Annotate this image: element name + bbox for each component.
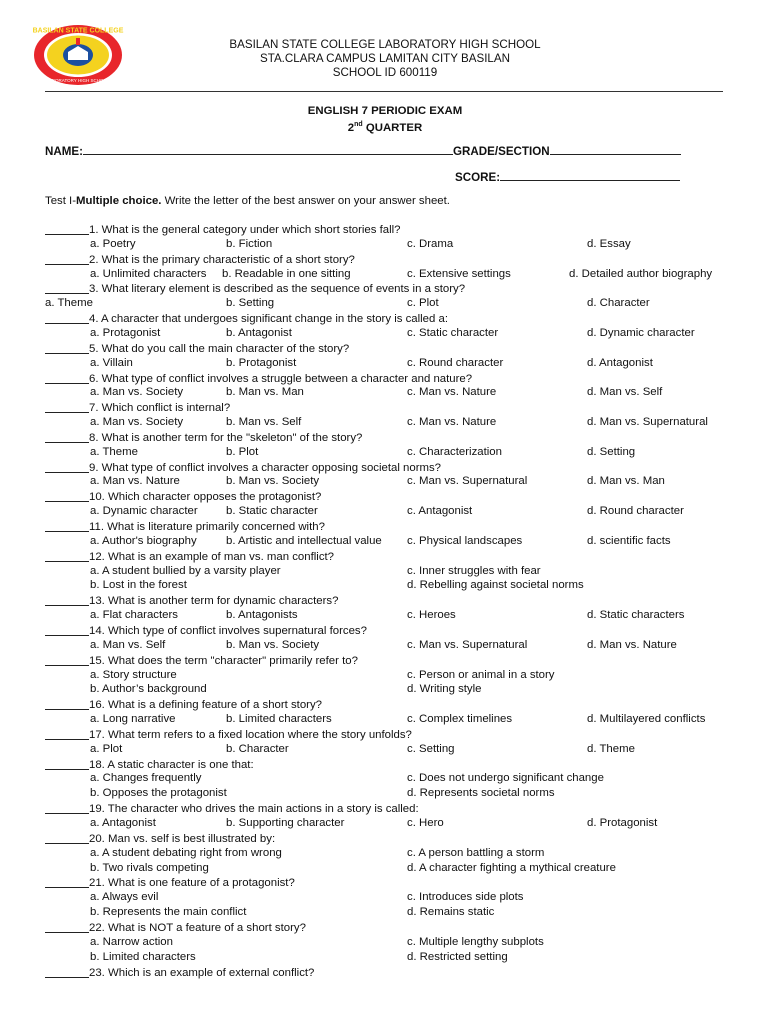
option-b: b. Protagonist [226, 356, 297, 369]
question-text: 13. What is another term for dynamic characters? [89, 595, 339, 608]
question-text: 14. Which type of conflict involves supernatural forces? [89, 624, 367, 637]
option-d: d. Detailed author biography [569, 267, 713, 280]
question-3 [45, 281, 465, 296]
option-d: d. Man vs. Self [587, 386, 663, 399]
option-a: a. Poetry [90, 237, 136, 250]
question-text: 15. What does the term "character" primarily refer to? [89, 654, 358, 667]
option-b: b. Lost in the forest [90, 579, 187, 592]
question-6 [45, 371, 472, 386]
option-b: b. Artistic and intellectual value [226, 534, 382, 547]
option-a: a. Theme [45, 297, 93, 310]
option-d: d. Essay [587, 237, 631, 250]
school-header [190, 38, 580, 80]
question-13 [45, 593, 338, 608]
option-c: c. Antagonist [407, 505, 473, 518]
answer-blank[interactable] [45, 801, 89, 814]
option-d: d. Man vs. Supernatural [587, 416, 708, 429]
answer-blank[interactable] [45, 697, 89, 710]
question-11 [45, 519, 325, 534]
name-field[interactable] [83, 143, 453, 155]
option-a: a. Theme [90, 445, 138, 458]
option-b: b. Man vs. Man [226, 386, 304, 399]
option-d: d. Theme [587, 742, 635, 755]
question-10 [45, 489, 321, 504]
option-a: a. A student bullied by a varsity player [90, 564, 281, 577]
option-b: b. Man vs. Society [226, 475, 320, 488]
question-text: 7. Which conflict is internal? [89, 402, 231, 415]
score-field[interactable] [500, 169, 680, 181]
option-c: c. Heroes [407, 609, 456, 622]
header-divider [45, 91, 723, 92]
option-b: b. Man vs. Self [226, 416, 302, 429]
answer-blank[interactable] [45, 519, 89, 532]
question-text: 23. Which is an example of external conflict? [89, 966, 315, 979]
question-text: 4. A character that undergoes significant change in the story is called a: [89, 313, 449, 326]
option-d: d. Rebelling against societal norms [407, 579, 584, 592]
score-label: SCORE: [455, 171, 501, 184]
option-a: a. Villain [90, 356, 133, 369]
answer-blank[interactable] [45, 430, 89, 443]
answer-blank[interactable] [45, 875, 89, 888]
exam-name: ENGLISH 7 PERIODIC EXAM [307, 105, 463, 117]
option-b: b. Setting [226, 297, 275, 310]
question-14 [45, 623, 367, 638]
option-d: d. scientific facts [587, 534, 671, 547]
option-b: b. Opposes the protagonist [90, 787, 227, 800]
option-c: c. Introduces side plots [407, 891, 524, 904]
answer-blank[interactable] [45, 831, 89, 844]
option-b: b. Antagonists [226, 609, 298, 622]
option-a: a. Plot [90, 742, 123, 755]
option-a: a. Narrow action [90, 935, 173, 948]
option-a: a. Protagonist [90, 326, 161, 339]
option-c: c. Man vs. Nature [407, 386, 497, 399]
question-20 [45, 831, 275, 846]
option-d: d. Man vs. Man [587, 475, 665, 488]
option-a: a. Long narrative [90, 713, 176, 726]
exam-quarter [190, 118, 580, 135]
grade-section-label: GRADE/SECTION [453, 145, 550, 158]
option-a: a. A student debating right from wrong [90, 846, 282, 859]
answer-blank[interactable] [45, 341, 89, 354]
answer-blank[interactable] [45, 222, 89, 235]
option-c: c. Setting [407, 742, 455, 755]
option-d: d. Multilayered conflicts [587, 713, 706, 726]
option-d: d. Dynamic character [587, 326, 695, 339]
option-b: b. Limited characters [226, 713, 332, 726]
question-text: 17. What term refers to a fixed location where the story unfolds? [89, 728, 412, 741]
option-b: b. Limited characters [90, 950, 196, 963]
question-7 [45, 400, 230, 415]
question-text: 11. What is literature primarily concerned with? [89, 521, 325, 533]
option-c: c. Static character [407, 326, 499, 339]
logo-ring-text: BASILAN STATE COLLEGE [32, 27, 124, 35]
question-17 [45, 727, 412, 742]
option-b: b. Two rivals competing [90, 861, 209, 874]
option-a: a. Always evil [90, 891, 159, 904]
answer-blank[interactable] [45, 281, 89, 294]
question-text: 3. What literary element is described as the sequence of events in a story? [89, 283, 466, 296]
option-d: d. Character [587, 297, 650, 310]
option-b: b. Author’s background [90, 683, 207, 696]
option-a: a. Man vs. Self [90, 638, 166, 651]
option-a: a. Unlimited characters [90, 267, 207, 280]
question-8 [45, 430, 362, 445]
option-d: d. Setting [587, 445, 636, 458]
option-c: c. Multiple lengthy subplots [407, 935, 544, 948]
option-c: c. Physical landscapes [407, 534, 523, 547]
answer-blank[interactable] [45, 311, 89, 324]
question-text: 19. The character who drives the main actions in a story is called: [89, 803, 419, 816]
answer-blank[interactable] [45, 727, 89, 740]
quarter-word: QUARTER [365, 121, 423, 134]
exam-title [190, 104, 580, 135]
question-text: 6. What type of conflict involves a struggle between a character and nature? [89, 372, 473, 385]
answer-blank[interactable] [45, 489, 89, 502]
grade-section-field[interactable] [550, 143, 681, 155]
option-d: d. Protagonist [587, 817, 658, 829]
question-text: 12. What is an example of man vs. man conflict? [89, 550, 335, 563]
option-b: b. Static character [226, 505, 318, 518]
option-c: c. Plot [407, 297, 439, 310]
option-d: d. Writing style [407, 683, 482, 696]
question-2 [45, 252, 355, 267]
option-d: d. Represents societal norms [407, 787, 555, 800]
quarter-number: 2 [347, 121, 355, 134]
name-grade-row [45, 143, 745, 158]
option-b: b. Supporting character [226, 817, 345, 829]
option-a: a. Man vs. Nature [90, 475, 180, 488]
answer-blank[interactable] [45, 965, 89, 978]
option-b: b. Character [226, 742, 289, 755]
option-b: b. Fiction [226, 237, 273, 250]
option-c: c. A person battling a storm [407, 846, 545, 859]
question-text: 10. Which character opposes the protagonist? [89, 491, 322, 504]
question-18 [45, 757, 254, 772]
option-c: c. Characterization [407, 445, 502, 458]
name-label: NAME: [45, 145, 83, 158]
question-text: 1. What is the general category under which short stories fall? [89, 224, 401, 236]
instructions-prefix: Test I- [45, 195, 77, 207]
option-d: d. Man vs. Nature [587, 638, 677, 651]
option-d: d. Antagonist [587, 356, 653, 369]
question-5 [45, 341, 349, 356]
question-text: 22. What is NOT a feature of a short story? [89, 921, 306, 934]
school-id: SCHOOL ID 600119 [332, 66, 438, 79]
question-23 [45, 965, 314, 980]
instructions-bold: Multiple choice. [76, 195, 162, 207]
answer-blank[interactable] [45, 757, 89, 770]
option-a: a. Changes frequently [90, 772, 202, 785]
answer-blank[interactable] [45, 371, 89, 384]
question-text: 20. Man vs. self is best illustrated by: [89, 832, 276, 845]
option-b: b. Antagonist [226, 326, 292, 339]
option-d: d. Remains static [407, 906, 495, 919]
option-c: c. Round character [407, 356, 504, 369]
question-text: 2. What is the primary characteristic of a short story? [89, 253, 355, 266]
question-15 [45, 653, 358, 668]
option-a: a. Story structure [90, 668, 177, 681]
question-12 [45, 549, 334, 564]
option-b: b. Plot [226, 445, 259, 458]
question-21 [45, 875, 295, 890]
question-text: 5. What do you call the main character of the story? [89, 342, 350, 355]
question-text: 9. What type of conflict involves a character opposing societal norms? [89, 461, 442, 474]
question-9 [45, 460, 441, 475]
school-logo [32, 24, 124, 86]
option-c: c. Man vs. Supernatural [407, 638, 528, 651]
answer-blank[interactable] [45, 593, 89, 606]
option-c: c. Inner struggles with fear [407, 564, 541, 577]
answer-blank[interactable] [45, 920, 89, 933]
option-d: d. Static characters [587, 609, 685, 622]
answer-blank[interactable] [45, 252, 89, 265]
option-d: d. Round character [587, 505, 684, 518]
instructions [45, 195, 745, 207]
option-d: d. A character fighting a mythical creature [407, 861, 616, 874]
question-22 [45, 920, 306, 935]
question-text: 8. What is another term for the "skeleton" of the story? [89, 431, 363, 444]
option-c: c. Extensive settings [407, 267, 511, 280]
option-a: a. Flat characters [90, 609, 178, 622]
option-a: a. Dynamic character [90, 505, 198, 518]
school-name: BASILAN STATE COLLEGE LABORATORY HIGH SCHOOL [229, 38, 541, 51]
question-1 [45, 222, 401, 237]
option-c: c. Person or animal in a story [407, 668, 555, 681]
option-b: b. Man vs. Society [226, 638, 320, 651]
school-campus: STA.CLARA CAMPUS LAMITAN CITY BASILAN [260, 52, 510, 65]
option-a: a. Man vs. Society [90, 416, 184, 429]
question-16 [45, 697, 322, 712]
answer-blank[interactable] [45, 460, 89, 473]
option-c: c. Man vs. Supernatural [407, 475, 528, 488]
question-text: 18. A static character is one that: [89, 758, 254, 771]
option-c: c. Man vs. Nature [407, 416, 497, 429]
question-4 [45, 311, 448, 326]
option-c: c. Hero [407, 817, 444, 829]
option-c: c. Drama [407, 237, 454, 250]
instructions-rest: Write the letter of the best answer on your answer sheet. [161, 195, 450, 207]
option-a: a. Antagonist [90, 817, 156, 829]
option-d: d. Restricted setting [407, 950, 508, 963]
score-row [455, 169, 755, 184]
answer-blank[interactable] [45, 400, 89, 413]
option-c: c. Complex timelines [407, 713, 513, 726]
answer-blank[interactable] [45, 653, 89, 666]
option-b: b. Represents the main conflict [90, 906, 247, 919]
question-text: 21. What is one feature of a protagonist? [89, 877, 295, 890]
logo-bottom-text: LABORATORY HIGH SCHOOL [46, 78, 110, 83]
option-c: c. Does not undergo significant change [407, 772, 604, 785]
question-text: 16. What is a defining feature of a short story? [89, 699, 323, 712]
answer-blank[interactable] [45, 623, 89, 636]
question-19 [45, 801, 419, 816]
option-a: a. Author's biography [90, 534, 197, 547]
option-a: a. Man vs. Society [90, 386, 184, 399]
quarter-suffix: nd [354, 121, 363, 128]
option-b: b. Readable in one sitting [222, 267, 351, 280]
answer-blank[interactable] [45, 549, 89, 562]
